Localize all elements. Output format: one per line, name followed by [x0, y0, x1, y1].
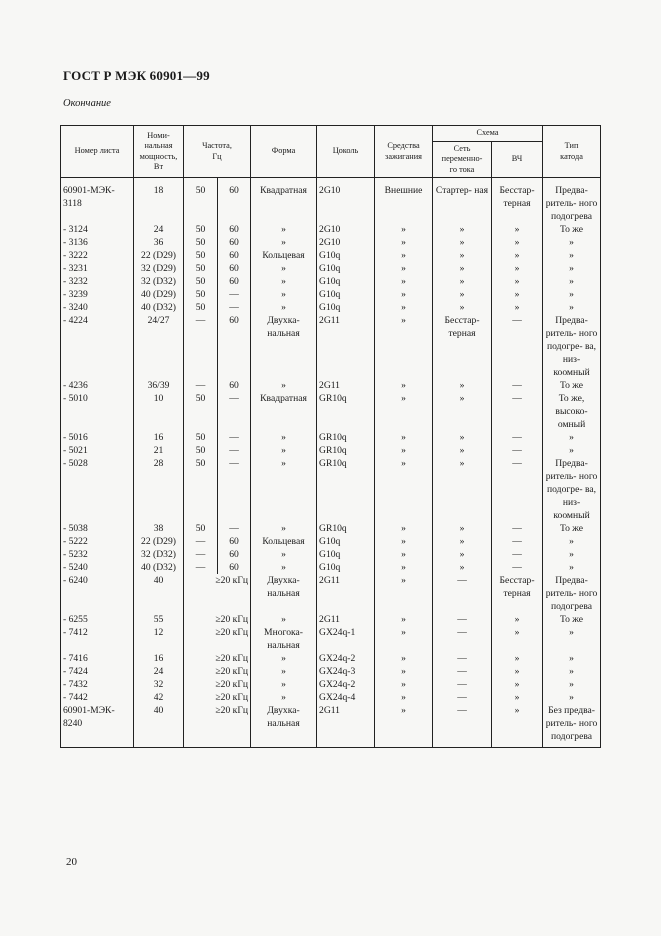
- cell-mains: »: [433, 444, 492, 457]
- cell-sheet: - 5021: [61, 444, 134, 457]
- table-row: [61, 457, 601, 522]
- cell-ignition: »: [375, 574, 433, 613]
- cell-shape: »: [251, 548, 317, 561]
- cell-ignition: »: [375, 561, 433, 574]
- cell-cathode: »: [543, 301, 601, 314]
- cell-sheet: - 5240: [61, 561, 134, 574]
- cell-mains: »: [433, 379, 492, 392]
- cell-shape: Двухка- нальная: [251, 704, 317, 748]
- table-row: [61, 223, 601, 236]
- cell-mains: —: [433, 665, 492, 678]
- cell-sheet: - 5010: [61, 392, 134, 431]
- cell-mains: »: [433, 301, 492, 314]
- cell-mains: »: [433, 275, 492, 288]
- cell-frequency: ≥20 кГц: [184, 613, 251, 626]
- table-row: [61, 522, 601, 535]
- cell-cathode: Без предва- ритель- ного подогрева: [543, 704, 601, 748]
- cell-sheet: - 4236: [61, 379, 134, 392]
- cell-cathode: »: [543, 652, 601, 665]
- table-row: [61, 561, 601, 574]
- cell-base: 2G11: [317, 314, 375, 379]
- cell-ignition: »: [375, 314, 433, 379]
- cell-sheet: - 6240: [61, 574, 134, 613]
- cell-shape: »: [251, 444, 317, 457]
- col-header-cathode: Тип катода: [543, 126, 601, 178]
- cell-sheet: - 3124: [61, 223, 134, 236]
- table-row: [61, 665, 601, 678]
- cell-frequency: ≥20 кГц: [184, 678, 251, 691]
- cell-mains: »: [433, 262, 492, 275]
- cell-ignition: »: [375, 613, 433, 626]
- document-title: ГОСТ Р МЭК 60901—99: [63, 68, 210, 83]
- cell-freq-50: 50: [184, 444, 218, 457]
- cell-mains: —: [433, 704, 492, 748]
- cell-cathode: Предва- ритель- ного подогрева: [543, 574, 601, 613]
- cell-power: 16: [134, 431, 184, 444]
- cell-power: 22 (D29): [134, 249, 184, 262]
- cell-cathode: »: [543, 548, 601, 561]
- table-row: [61, 184, 601, 223]
- cell-hf: —: [492, 392, 543, 431]
- cell-ignition: »: [375, 236, 433, 249]
- cell-mains: »: [433, 223, 492, 236]
- cell-ignition: »: [375, 548, 433, 561]
- cell-freq-50: —: [184, 561, 218, 574]
- cell-sheet: - 3239: [61, 288, 134, 301]
- cell-freq-50: —: [184, 379, 218, 392]
- table-row: [61, 691, 601, 704]
- cell-freq-60: —: [218, 522, 251, 535]
- cell-base: GR10q: [317, 431, 375, 444]
- cell-mains: —: [433, 678, 492, 691]
- cell-shape: »: [251, 262, 317, 275]
- cell-ignition: »: [375, 262, 433, 275]
- cell-sheet: 60901-МЭК- 8240: [61, 704, 134, 748]
- cell-hf: Бесстар- терная: [492, 184, 543, 223]
- cell-shape: »: [251, 275, 317, 288]
- cell-hf: »: [492, 288, 543, 301]
- cell-ignition: »: [375, 652, 433, 665]
- cell-base: GR10q: [317, 457, 375, 522]
- cell-frequency: ≥20 кГц: [184, 704, 251, 748]
- cell-power: 24/27: [134, 314, 184, 379]
- col-header-power: Номи- нальная мощность, Вт: [134, 126, 184, 178]
- lamp-data-table: [60, 125, 601, 748]
- cell-base: 2G10: [317, 184, 375, 223]
- cell-power: 28: [134, 457, 184, 522]
- cell-freq-50: —: [184, 535, 218, 548]
- cell-cathode: »: [543, 249, 601, 262]
- cell-sheet: - 7442: [61, 691, 134, 704]
- cell-sheet: 60901-МЭК- 3118: [61, 184, 134, 223]
- cell-freq-60: 60: [218, 561, 251, 574]
- cell-hf: »: [492, 678, 543, 691]
- cell-hf: »: [492, 262, 543, 275]
- cell-shape: »: [251, 301, 317, 314]
- cell-base: 2G10: [317, 223, 375, 236]
- cell-ignition: »: [375, 678, 433, 691]
- cell-hf: —: [492, 444, 543, 457]
- cell-hf: —: [492, 431, 543, 444]
- cell-freq-50: 50: [184, 262, 218, 275]
- cell-power: 32 (D32): [134, 275, 184, 288]
- cell-hf: —: [492, 561, 543, 574]
- cell-hf: »: [492, 626, 543, 652]
- table-row: [61, 548, 601, 561]
- cell-base: GX24q-4: [317, 691, 375, 704]
- cell-freq-50: 50: [184, 392, 218, 431]
- cell-hf: »: [492, 652, 543, 665]
- cell-freq-50: 50: [184, 301, 218, 314]
- cell-cathode: »: [543, 626, 601, 652]
- col-header-mains: Сеть переменно- го тока: [433, 141, 492, 178]
- table-body: [61, 178, 601, 748]
- cell-power: 22 (D29): [134, 535, 184, 548]
- cell-freq-60: 60: [218, 275, 251, 288]
- cell-freq-60: —: [218, 457, 251, 522]
- cell-sheet: - 3222: [61, 249, 134, 262]
- cell-shape: »: [251, 613, 317, 626]
- cell-sheet: - 7416: [61, 652, 134, 665]
- cell-cathode: Предва- ритель- ного подогрева: [543, 184, 601, 223]
- table-row: [61, 626, 601, 652]
- cell-sheet: - 3240: [61, 301, 134, 314]
- cell-power: 10: [134, 392, 184, 431]
- cell-freq-60: 60: [218, 535, 251, 548]
- cell-mains: —: [433, 652, 492, 665]
- cell-base: G10q: [317, 301, 375, 314]
- cell-base: 2G11: [317, 613, 375, 626]
- cell-power: 40 (D32): [134, 561, 184, 574]
- table-row: [61, 275, 601, 288]
- cell-base: GX24q-2: [317, 652, 375, 665]
- cell-ignition: »: [375, 392, 433, 431]
- col-header-shape: Форма: [251, 126, 317, 178]
- table-row: [61, 431, 601, 444]
- cell-freq-60: 60: [218, 249, 251, 262]
- cell-ignition: »: [375, 223, 433, 236]
- cell-freq-60: —: [218, 431, 251, 444]
- cell-mains: —: [433, 613, 492, 626]
- cell-hf: —: [492, 535, 543, 548]
- cell-sheet: - 7432: [61, 678, 134, 691]
- cell-sheet: - 5028: [61, 457, 134, 522]
- table-row: [61, 288, 601, 301]
- cell-sheet: - 5222: [61, 535, 134, 548]
- cell-freq-50: —: [184, 314, 218, 379]
- cell-shape: Кольцевая: [251, 249, 317, 262]
- cell-ignition: Внешние: [375, 184, 433, 223]
- cell-frequency: ≥20 кГц: [184, 665, 251, 678]
- cell-freq-50: 50: [184, 431, 218, 444]
- cell-freq-60: —: [218, 301, 251, 314]
- cell-base: 2G11: [317, 574, 375, 613]
- cell-frequency: ≥20 кГц: [184, 574, 251, 613]
- table-row: [61, 535, 601, 548]
- cell-power: 32 (D32): [134, 548, 184, 561]
- cell-shape: Двухка- нальная: [251, 314, 317, 379]
- cell-base: GR10q: [317, 444, 375, 457]
- cell-ignition: »: [375, 626, 433, 652]
- cell-base: G10q: [317, 249, 375, 262]
- cell-ignition: »: [375, 457, 433, 522]
- cell-freq-50: 50: [184, 223, 218, 236]
- cell-ignition: »: [375, 431, 433, 444]
- cell-shape: Многока- нальная: [251, 626, 317, 652]
- cell-sheet: - 5232: [61, 548, 134, 561]
- cell-hf: —: [492, 522, 543, 535]
- cell-ignition: »: [375, 379, 433, 392]
- cell-sheet: - 3231: [61, 262, 134, 275]
- cell-hf: »: [492, 665, 543, 678]
- cell-power: 40: [134, 574, 184, 613]
- cell-hf: »: [492, 691, 543, 704]
- cell-sheet: - 5016: [61, 431, 134, 444]
- cell-freq-50: 50: [184, 457, 218, 522]
- table-row: [61, 613, 601, 626]
- cell-shape: »: [251, 665, 317, 678]
- cell-ignition: »: [375, 288, 433, 301]
- table-row: [61, 314, 601, 379]
- cell-cathode: »: [543, 678, 601, 691]
- cell-power: 21: [134, 444, 184, 457]
- cell-ignition: »: [375, 665, 433, 678]
- table-row: [61, 301, 601, 314]
- cell-freq-50: 50: [184, 249, 218, 262]
- cell-sheet: - 5038: [61, 522, 134, 535]
- cell-shape: »: [251, 223, 317, 236]
- cell-power: 55: [134, 613, 184, 626]
- cell-shape: Квадратная: [251, 184, 317, 223]
- cell-mains: »: [433, 288, 492, 301]
- cell-base: G10q: [317, 262, 375, 275]
- cell-power: 32: [134, 678, 184, 691]
- col-header-scheme: Схема: [433, 126, 543, 142]
- cell-base: 2G11: [317, 379, 375, 392]
- cell-shape: »: [251, 678, 317, 691]
- cell-ignition: »: [375, 535, 433, 548]
- cell-hf: »: [492, 275, 543, 288]
- cell-power: 40: [134, 704, 184, 748]
- cell-power: 16: [134, 652, 184, 665]
- table-row: [61, 704, 601, 748]
- cell-base: 2G10: [317, 236, 375, 249]
- cell-mains: »: [433, 548, 492, 561]
- table-row: [61, 236, 601, 249]
- cell-hf: »: [492, 613, 543, 626]
- cell-power: 18: [134, 184, 184, 223]
- cell-power: 42: [134, 691, 184, 704]
- cell-freq-60: 60: [218, 548, 251, 561]
- cell-freq-50: 50: [184, 522, 218, 535]
- cell-mains: »: [433, 392, 492, 431]
- cell-freq-50: 50: [184, 236, 218, 249]
- cell-hf: »: [492, 236, 543, 249]
- col-header-sheet: Номер листа: [61, 126, 134, 178]
- cell-mains: —: [433, 691, 492, 704]
- cell-hf: »: [492, 301, 543, 314]
- table-row: [61, 262, 601, 275]
- cell-hf: »: [492, 249, 543, 262]
- cell-power: 38: [134, 522, 184, 535]
- cell-mains: »: [433, 522, 492, 535]
- cell-freq-60: 60: [218, 379, 251, 392]
- cell-freq-60: 60: [218, 236, 251, 249]
- cell-mains: »: [433, 457, 492, 522]
- cell-sheet: - 3232: [61, 275, 134, 288]
- cell-shape: »: [251, 457, 317, 522]
- cell-freq-60: 60: [218, 262, 251, 275]
- col-header-base: Цоколь: [317, 126, 375, 178]
- cell-cathode: То же: [543, 223, 601, 236]
- cell-freq-60: —: [218, 444, 251, 457]
- cell-base: GR10q: [317, 392, 375, 431]
- cell-hf: —: [492, 457, 543, 522]
- cell-base: GX24q-2: [317, 678, 375, 691]
- cell-mains: »: [433, 249, 492, 262]
- cell-sheet: - 3136: [61, 236, 134, 249]
- cell-cathode: »: [543, 535, 601, 548]
- cell-power: 40 (D32): [134, 301, 184, 314]
- cell-freq-60: 60: [218, 223, 251, 236]
- cell-cathode: »: [543, 665, 601, 678]
- cell-shape: Квадратная: [251, 392, 317, 431]
- table-row: [61, 652, 601, 665]
- cell-ignition: »: [375, 301, 433, 314]
- cell-cathode: »: [543, 262, 601, 275]
- cell-cathode: »: [543, 561, 601, 574]
- cell-hf: —: [492, 548, 543, 561]
- cell-shape: »: [251, 652, 317, 665]
- cell-base: 2G11: [317, 704, 375, 748]
- cell-base: GX24q-3: [317, 665, 375, 678]
- cell-ignition: »: [375, 691, 433, 704]
- cell-freq-50: 50: [184, 288, 218, 301]
- cell-shape: »: [251, 236, 317, 249]
- cell-cathode: »: [543, 444, 601, 457]
- cell-shape: Двухка- нальная: [251, 574, 317, 613]
- cell-ignition: »: [375, 444, 433, 457]
- cell-freq-60: —: [218, 288, 251, 301]
- cell-ignition: »: [375, 522, 433, 535]
- cell-frequency: ≥20 кГц: [184, 626, 251, 652]
- cell-base: G10q: [317, 275, 375, 288]
- cell-power: 40 (D29): [134, 288, 184, 301]
- cell-sheet: - 7424: [61, 665, 134, 678]
- cell-cathode: »: [543, 431, 601, 444]
- table-row: [61, 444, 601, 457]
- cell-cathode: То же: [543, 379, 601, 392]
- cell-frequency: ≥20 кГц: [184, 652, 251, 665]
- cell-cathode: »: [543, 275, 601, 288]
- cell-base: G10q: [317, 548, 375, 561]
- cell-freq-50: —: [184, 548, 218, 561]
- cell-power: 12: [134, 626, 184, 652]
- cell-hf: »: [492, 223, 543, 236]
- cell-mains: »: [433, 535, 492, 548]
- cell-power: 24: [134, 223, 184, 236]
- cell-freq-60: —: [218, 392, 251, 431]
- cell-freq-60: 60: [218, 314, 251, 379]
- cell-freq-60: 60: [218, 184, 251, 223]
- col-header-hf: ВЧ: [492, 141, 543, 178]
- cell-power: 24: [134, 665, 184, 678]
- cell-base: G10q: [317, 535, 375, 548]
- cell-sheet: - 6255: [61, 613, 134, 626]
- cell-power: 36: [134, 236, 184, 249]
- cell-ignition: »: [375, 249, 433, 262]
- cell-cathode: То же: [543, 522, 601, 535]
- cell-hf: —: [492, 314, 543, 379]
- cell-base: G10q: [317, 288, 375, 301]
- cell-shape: Кольцевая: [251, 535, 317, 548]
- table-row: [61, 678, 601, 691]
- page-number: 20: [66, 856, 77, 868]
- cell-hf: —: [492, 379, 543, 392]
- cell-cathode: Предва- ритель- ного подогре- ва, низ- коомный: [543, 314, 601, 379]
- cell-mains: Бесстар- терная: [433, 314, 492, 379]
- cell-cathode: »: [543, 236, 601, 249]
- cell-shape: »: [251, 288, 317, 301]
- table-row: [61, 249, 601, 262]
- cell-freq-50: 50: [184, 184, 218, 223]
- table-row: [61, 379, 601, 392]
- cell-base: G10q: [317, 561, 375, 574]
- cell-ignition: »: [375, 704, 433, 748]
- cell-mains: »: [433, 561, 492, 574]
- table-row: [61, 392, 601, 431]
- cell-cathode: »: [543, 288, 601, 301]
- cell-sheet: - 7412: [61, 626, 134, 652]
- col-header-frequency: Частота, Гц: [184, 126, 251, 178]
- cell-shape: »: [251, 522, 317, 535]
- col-header-ignition: Средства зажигания: [375, 126, 433, 178]
- cell-mains: Стартер- ная: [433, 184, 492, 223]
- cell-shape: »: [251, 561, 317, 574]
- cell-cathode: Предва- ритель- ного подогре- ва, низ- коомный: [543, 457, 601, 522]
- cell-power: 32 (D29): [134, 262, 184, 275]
- cell-mains: »: [433, 431, 492, 444]
- cell-cathode: То же, высоко- омный: [543, 392, 601, 431]
- cell-hf: Бесстар- терная: [492, 574, 543, 613]
- table-continuation-label: Окончание: [63, 98, 111, 109]
- cell-mains: »: [433, 236, 492, 249]
- cell-shape: »: [251, 431, 317, 444]
- cell-base: GR10q: [317, 522, 375, 535]
- cell-ignition: »: [375, 275, 433, 288]
- cell-frequency: ≥20 кГц: [184, 691, 251, 704]
- cell-mains: —: [433, 574, 492, 613]
- cell-freq-50: 50: [184, 275, 218, 288]
- cell-cathode: То же: [543, 613, 601, 626]
- cell-base: GX24q-1: [317, 626, 375, 652]
- cell-power: 36/39: [134, 379, 184, 392]
- cell-mains: —: [433, 626, 492, 652]
- cell-sheet: - 4224: [61, 314, 134, 379]
- table-row: [61, 574, 601, 613]
- cell-shape: »: [251, 691, 317, 704]
- cell-hf: »: [492, 704, 543, 748]
- cell-cathode: »: [543, 691, 601, 704]
- cell-shape: »: [251, 379, 317, 392]
